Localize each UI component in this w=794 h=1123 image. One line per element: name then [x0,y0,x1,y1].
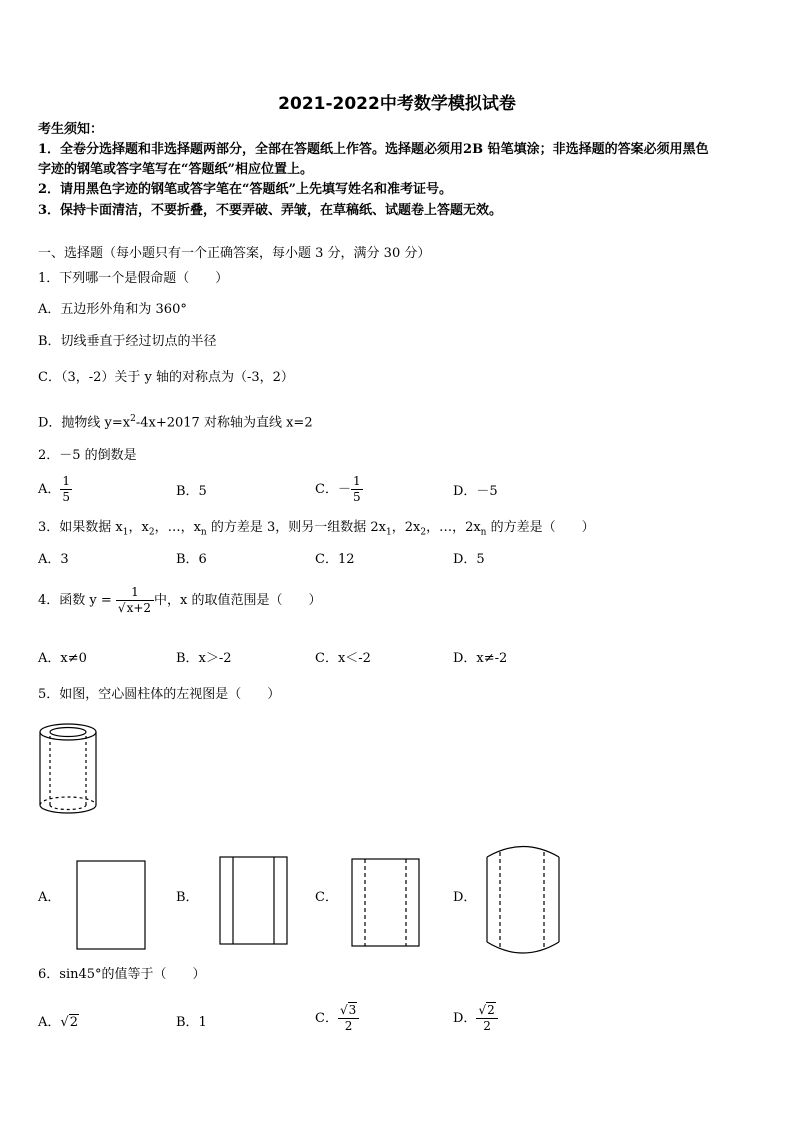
q5-option-c: C． [315,890,338,905]
q6-option-c: C． $\frac{√3}{2}$ [315,1003,359,1034]
q6-option-b: B．1 [176,1015,207,1030]
q1-option-c: C．（3，-2）关于 y 轴的对称点为（-3，2） [38,370,294,385]
q2-option-d: D．－5 [453,484,498,499]
option-c-figure [351,858,421,948]
option-d-figure [486,842,560,958]
q4-stem: 4．函数 y = $\frac{1}{√x+2}$ 中，x 的取值范围是（ ） [38,585,322,615]
q6-option-d: D． $\frac{√2}{2}$ [453,1003,498,1034]
q6-option-a: A．√2 [38,1015,78,1030]
q6-stem: 6．sin45°的值等于（ ） [38,967,206,982]
q4-option-c: C．x＜-2 [315,651,371,666]
q3-option-a: A．3 [38,552,69,567]
notice-line-3: 3．保持卡面清洁，不要折叠，不要弄破、弄皱，在草稿纸、试题卷上答题无效。 [38,203,503,218]
q3-option-d: D．5 [453,552,485,567]
q4-option-d: D．x≠-2 [453,651,508,666]
q5-option-b: B． [176,890,199,905]
option-a-figure [76,860,146,950]
q3-option-b: B．6 [176,552,207,567]
q2-option-c: C．－ $\frac{1}{5}$ [315,474,361,504]
hollow-cylinder-figure [38,720,118,820]
q4-option-a: A．x≠0 [38,651,87,666]
section-heading: 一、选择题（每小题只有一个正确答案，每小题 3 分，满分 30 分） [38,246,431,261]
q3-option-c: C．12 [315,552,355,567]
q1-stem: 1．下列哪一个是假命题（ ） [38,271,229,286]
q1-option-b: B．切线垂直于经过切点的半径 [38,334,217,349]
q5-stem: 5．如图，空心圆柱体的左视图是（ ） [38,687,281,702]
q2-stem: 2．－5 的倒数是 [38,448,137,463]
q2-option-a: A． $\frac{1}{5}$ [38,474,71,504]
page-title: 2021-2022中考数学模拟试卷 [278,94,516,114]
q5-option-a: A． [38,890,61,905]
q3-stem: 3．如果数据 $x_1$，$x_2$，…，$x_n$ 的方差是 3，则另一组数据 $2x_1$，$2x_2$，…，$2x_n$ 的方差是（ ） [38,520,595,538]
q2-option-b: B．5 [176,484,207,499]
q5-option-d: D． [453,890,477,905]
option-b-figure [219,856,289,946]
q1-option-d: D．抛物线 $y=x^2-4x+2017$ 对称轴为直线 x=2 [38,414,313,431]
notice-line-2: 2．请用黑色字迹的钢笔或答字笔在“答题纸”上先填写姓名和准考证号。 [38,182,453,197]
notice-line-1: 1．全卷分选择题和非选择题两部分，全部在答题纸上作答。选择题必须用2B 铅笔填涂；非选择题的答案必须用黑色 [38,142,709,157]
notice-heading: 考生须知： [38,122,104,137]
q1-option-a: A．五边形外角和为 360° [38,302,187,317]
q4-option-b: B．x＞-2 [176,651,232,666]
notice-line-1b: 字迹的钢笔或答字笔写在“答题纸”相应位置上。 [38,162,313,177]
